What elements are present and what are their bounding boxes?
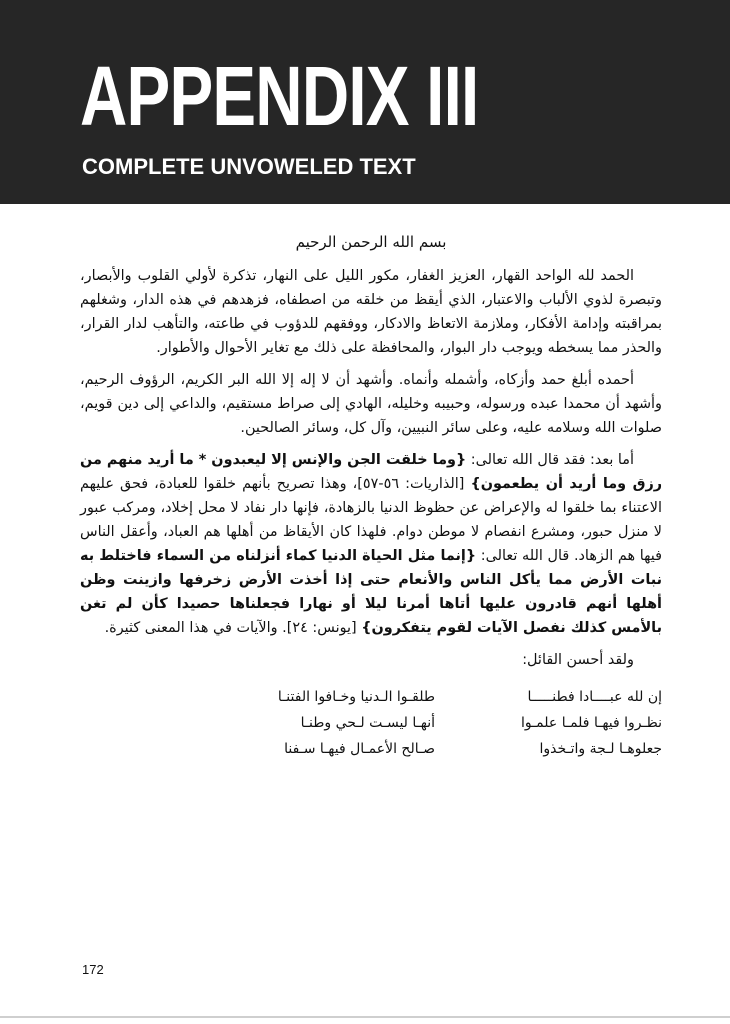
- poem-line: [222, 684, 662, 710]
- poem-line-1-second-hemistich: طلقـوا الـدنيا وخـافوا الفتنـا: [277, 689, 435, 705]
- poem-line: [222, 736, 662, 762]
- paragraph-3-end: [يونس: ٢٤]. والآيات في هذا المعنى كثيرة.: [104, 620, 362, 636]
- paragraph-3-body: [الذاريات: ٥٦-٥٧]، وهذا تصريح بأنهم خلقوا للعبادة، فحق عليهم الاعتناء بما خلقوا له والإعراض عن حظوظ الدنيا بالزهادة، فإنها دار نفاد لا محل إخلاد، ومركب عبور لا منزل حبور، ومشرع انفصام لا موطن دوام. فلهذا كان الأيقاظ من أهلها هم العباد، وأعقل الناس فيها هم الزهاد. قال الله تعالى:: [80, 476, 662, 564]
- chapter-header: [0, 0, 730, 204]
- page-number: 172: [82, 962, 104, 977]
- paragraph-3: [80, 448, 662, 640]
- bottom-divider: [0, 1016, 730, 1018]
- basmala: بسم الله الرحمن الرحيم: [295, 233, 447, 251]
- poem-line-2-first-hemistich: نظـروا فيهـا فلمـا علمـوا: [520, 715, 662, 731]
- poem-line-1-first-hemistich: إن لله عبــــادا فطنـــــا: [527, 689, 662, 705]
- quran-verse-yunus: {إنما مثل الحياة الدنيا كماء أنزلناه من السماء فاختلط به نبات الأرض مما يأكل الناس والأنعام حتى إذا أخذت الأرض زخرفها وازينت وظن أهلها أنهم قادرون عليها أتاها أمرنا ليلا أو نهارا فجعلناها حصيدا كأن لم تغن بالأمس كذلك نفصل الآيات لقوم يتفكرون}: [80, 548, 662, 636]
- poem-line-2-second-hemistich: أنهـا ليسـت لـحي وطنـا: [300, 715, 435, 731]
- paragraph-2: أحمده أبلغ حمد وأزكاه، وأشمله وأنماه. وأشهد أن لا إله إلا الله البر الكريم، الرؤوف الرحيم، وأشهد أن محمدا عبده ورسوله، وحبيبه وخليله، الهادي إلى صراط مستقيم، والداعي إلى دين قويم، صلوات الله وسلامه عليه، وعلى سائر النبيين، وآل كل، وسائر الصالحين.: [80, 372, 662, 436]
- chapter-subtitle: COMPLETE UNVOWELED TEXT: [82, 154, 416, 179]
- poem-intro: ولقد أحسن القائل:: [522, 652, 634, 668]
- chapter-title: APPENDIX III: [80, 49, 479, 143]
- poem-line: [222, 710, 662, 736]
- poem-line-3-first-hemistich: جعلوهـا لـجة واتـخذوا: [539, 741, 662, 757]
- poem-line-3-second-hemistich: صـالح الأعمـال فيهـا سـفنا: [284, 741, 435, 757]
- paragraph-1: الحمد لله الواحد القهار، العزيز الغفار، مكور الليل على النهار، تذكرة لأولي القلوب والأبصار، وتبصرة لذوي الألباب والاعتبار، الذي أيقظ من خلقه من اصطفاه، فزهدهم في هذه الدار، وشغلهم بمراقبته وإدامة الأفكار، وملازمة الاتعاظ والادكار، ووفقهم للدؤوب في طاعته، والتأهب لدار القرار، والحذر مما يسخطه ويوجب دار البوار، والمحافظة على ذلك مع تغاير الأحوال والأطوار.: [80, 268, 662, 356]
- paragraph-3-intro: أما بعد: فقد قال الله تعالى:: [466, 452, 634, 468]
- quran-verse-dhariyat: {وما خلقت الجن والإنس إلا ليعبدون * ما أريد منهم من رزق وما أريد أن يطعمون}: [80, 452, 663, 492]
- arabic-text-body: [80, 230, 662, 762]
- poem: [222, 684, 662, 762]
